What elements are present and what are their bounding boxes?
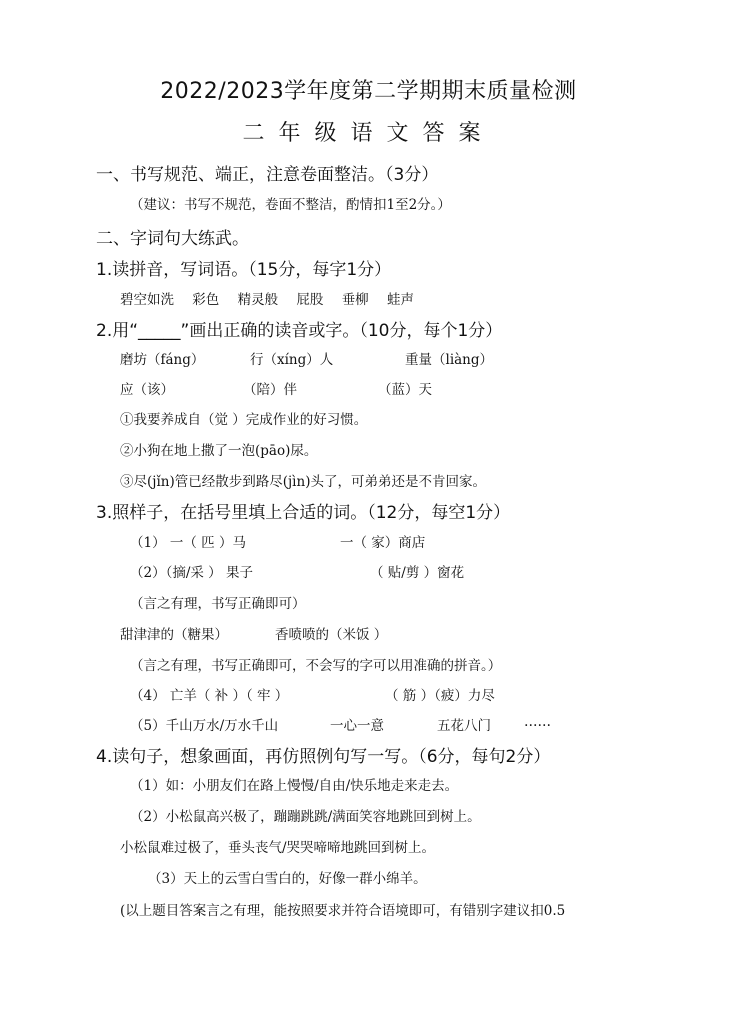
q3-row5-c: 五花八门 xyxy=(437,718,491,734)
page-subtitle: 二年级语文答案 xyxy=(242,121,495,146)
q3-note-1: （言之有理，书写正确即可） xyxy=(130,596,306,612)
q1-answer: 屁股 xyxy=(296,292,324,308)
q2-sentence-3: ③尽(jǐn)管已经散步到路尽(jìn)头了，可弟弟还是不肯回家。 xyxy=(120,474,486,490)
q4-answer-1: （1）如：小朋友们在路上慢慢/自由/快乐地走来走去。 xyxy=(130,778,459,794)
q2-row1-b: 行（xíng）人 xyxy=(250,352,334,368)
q4-note: (以上题目答案言之有理，能按照要求并符合语境即可，有错别字建议扣0.5 xyxy=(120,903,566,919)
page-title: 2022/2023学年度第二学期期末质量检测 xyxy=(160,79,577,104)
q4-answer-2: （2）小松鼠高兴极了，蹦蹦跳跳/满面笑容地跳回到树上。 xyxy=(130,809,481,825)
q3-row2-b: （ 贴/剪 ）窗花 xyxy=(370,565,465,581)
q1-answers xyxy=(120,288,414,308)
section-1-heading: 一、书写规范、端正，注意卷面整洁。（3分） xyxy=(96,165,439,185)
q3-row2-a: （2）（摘/采 ） 果子 xyxy=(130,565,253,581)
q4-answer-2b: 小松鼠难过极了，垂头丧气/哭哭啼啼地跳回到树上。 xyxy=(120,840,436,856)
q1-answer: 精灵般 xyxy=(237,292,279,308)
q2-sentence-1: ①我要养成自（觉 ）完成作业的好习惯。 xyxy=(120,412,368,428)
q3-row5-d: …… xyxy=(524,714,551,730)
q2-row2-b: （陪）伴 xyxy=(243,382,297,398)
q2-row1-a: 磨坊（fáng） xyxy=(120,352,205,368)
q3-heading: 3.照样子，在括号里填上合适的词。（12分，每空1分） xyxy=(96,503,511,523)
q1-answer: 碧空如洗 xyxy=(120,292,174,308)
q3-row3-a: 甜津津的（糖果） xyxy=(120,627,228,643)
q1-heading: 1.读拼音，写词语。（15分，每字1分） xyxy=(96,260,392,280)
q3-note-2: （言之有理，书写正确即可，不会写的字可以用准确的拼音。） xyxy=(130,658,502,674)
q1-answer: 垂柳 xyxy=(341,292,369,308)
q3-row4-b: （ 筋 ）（疲）力尽 xyxy=(385,688,495,704)
q3-row5-b: 一心一意 xyxy=(330,718,384,734)
section-2-heading: 二、字词句大练武。 xyxy=(96,229,249,249)
q2-row1-c: 重量（liàng） xyxy=(405,352,494,368)
q4-answer-3: （3）天上的云雪白雪白的，好像一群小绵羊。 xyxy=(148,871,427,887)
q1-answer: 彩色 xyxy=(192,292,220,308)
q4-heading: 4.读句子，想象画面，再仿照例句写一写。（6分，每句2分） xyxy=(96,747,551,767)
q2-row2-c: （蓝）天 xyxy=(378,382,432,398)
q2-row2-a: 应（该） xyxy=(120,382,174,398)
q1-answer: 蛙声 xyxy=(386,292,414,308)
q2-heading: 2.用“_____”画出正确的读音或字。（10分，每个1分） xyxy=(96,321,503,341)
section-1-note: （建议：书写不规范，卷面不整洁，酌情扣1至2分。） xyxy=(130,197,451,213)
q3-row3-b: 香喷喷的（米饭 ） xyxy=(275,627,388,643)
q2-sentence-2: ②小狗在地上撒了一泡(pāo)尿。 xyxy=(120,443,318,459)
q3-row4-a: （4） 亡羊（ 补 ）（ 牢 ） xyxy=(130,688,289,704)
q3-row1-a: （1） 一（ 匹 ）马 xyxy=(130,535,246,551)
q3-row5-a: （5）千山万水/万水千山 xyxy=(130,718,279,734)
q3-row1-b: 一（ 家）商店 xyxy=(340,535,426,551)
